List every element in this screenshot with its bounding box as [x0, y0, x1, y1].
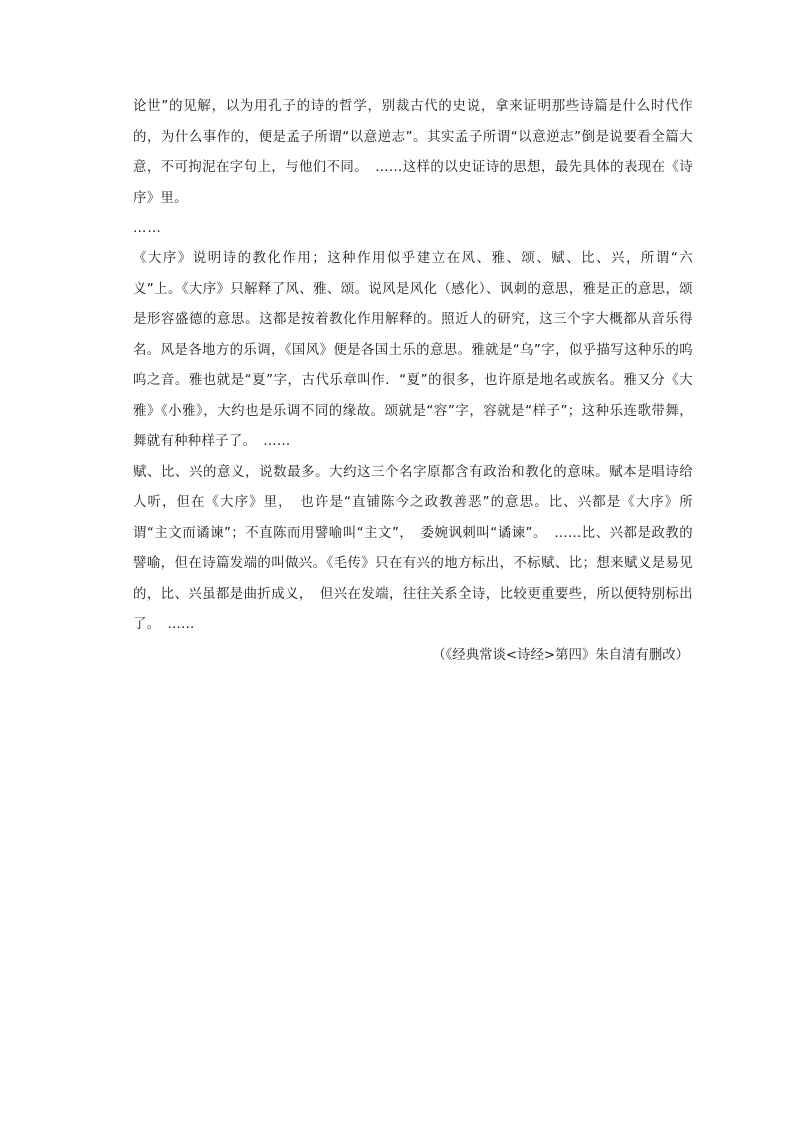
paragraph-2: 《大序》说明诗的教化作用；这种作用似乎建立在风、雅、颂、赋、比、兴，所谓“六义”上。《大序》只解释了风、雅、颂。说风是风化（感化）、讽刺的意思，雅是正的意思，颂是形容盛德的意思。这都是按着教化作用解释的。照近人的研究，这三个字大概都从音乐得名。风是各地方的乐调，《国风》便是各国土乐的意思。雅就是“乌”字，似乎描写这种乐的呜呜之音。雅也就是“夏”字，古代乐章叫作．“夏”的很多，也许原是地名或族名。雅又分《大雅》《小雅》，大约也是乐调不同的缘故。颂就是“容”字，容就是“样子”；这种乐连歌带舞，舞就有种种样子了。 ……	[133, 251, 693, 449]
paragraph-1: 论世”的见解，以为用孔子的诗的哲学，别裁古代的史说，拿来证明那些诗篇是什么时代作的，为什么事作的，便是孟子所谓“以意逆志”。其实孟子所谓“以意逆志”倒是说要看全篇大意，不可拘泥在字句上，与他们不同。 ……这样的以史证诗的思想，最先具体的表现在《诗序》里。	[133, 99, 693, 206]
document-body	[133, 92, 693, 671]
ellipsis-separator: ……	[133, 221, 162, 236]
source-citation: （《经典常谈<诗经>第四》朱自清有删改）	[432, 647, 689, 663]
paragraph-3: 赋、比、兴的意义，说数最多。大约这三个名字原都含有政治和教化的意味。赋本是唱诗给人听，但在《大序》里， 也许是“直铺陈今之政教善恶”的意思。比、兴都是《大序》所谓“主文而谲谏”；不直陈而用譬喻叫“主文”， 委婉讽刺叫“谲谏”。 ……比、兴都是政教的譬喻，但在诗篇发端的叫做兴。《毛传》只在有兴的地方标出，不标赋、比；想来赋义是易见的，比、兴虽都是曲折成义， 但兴在发端，往往关系全诗，比较更重要些，所以便特别标出了。 ……	[133, 464, 693, 632]
